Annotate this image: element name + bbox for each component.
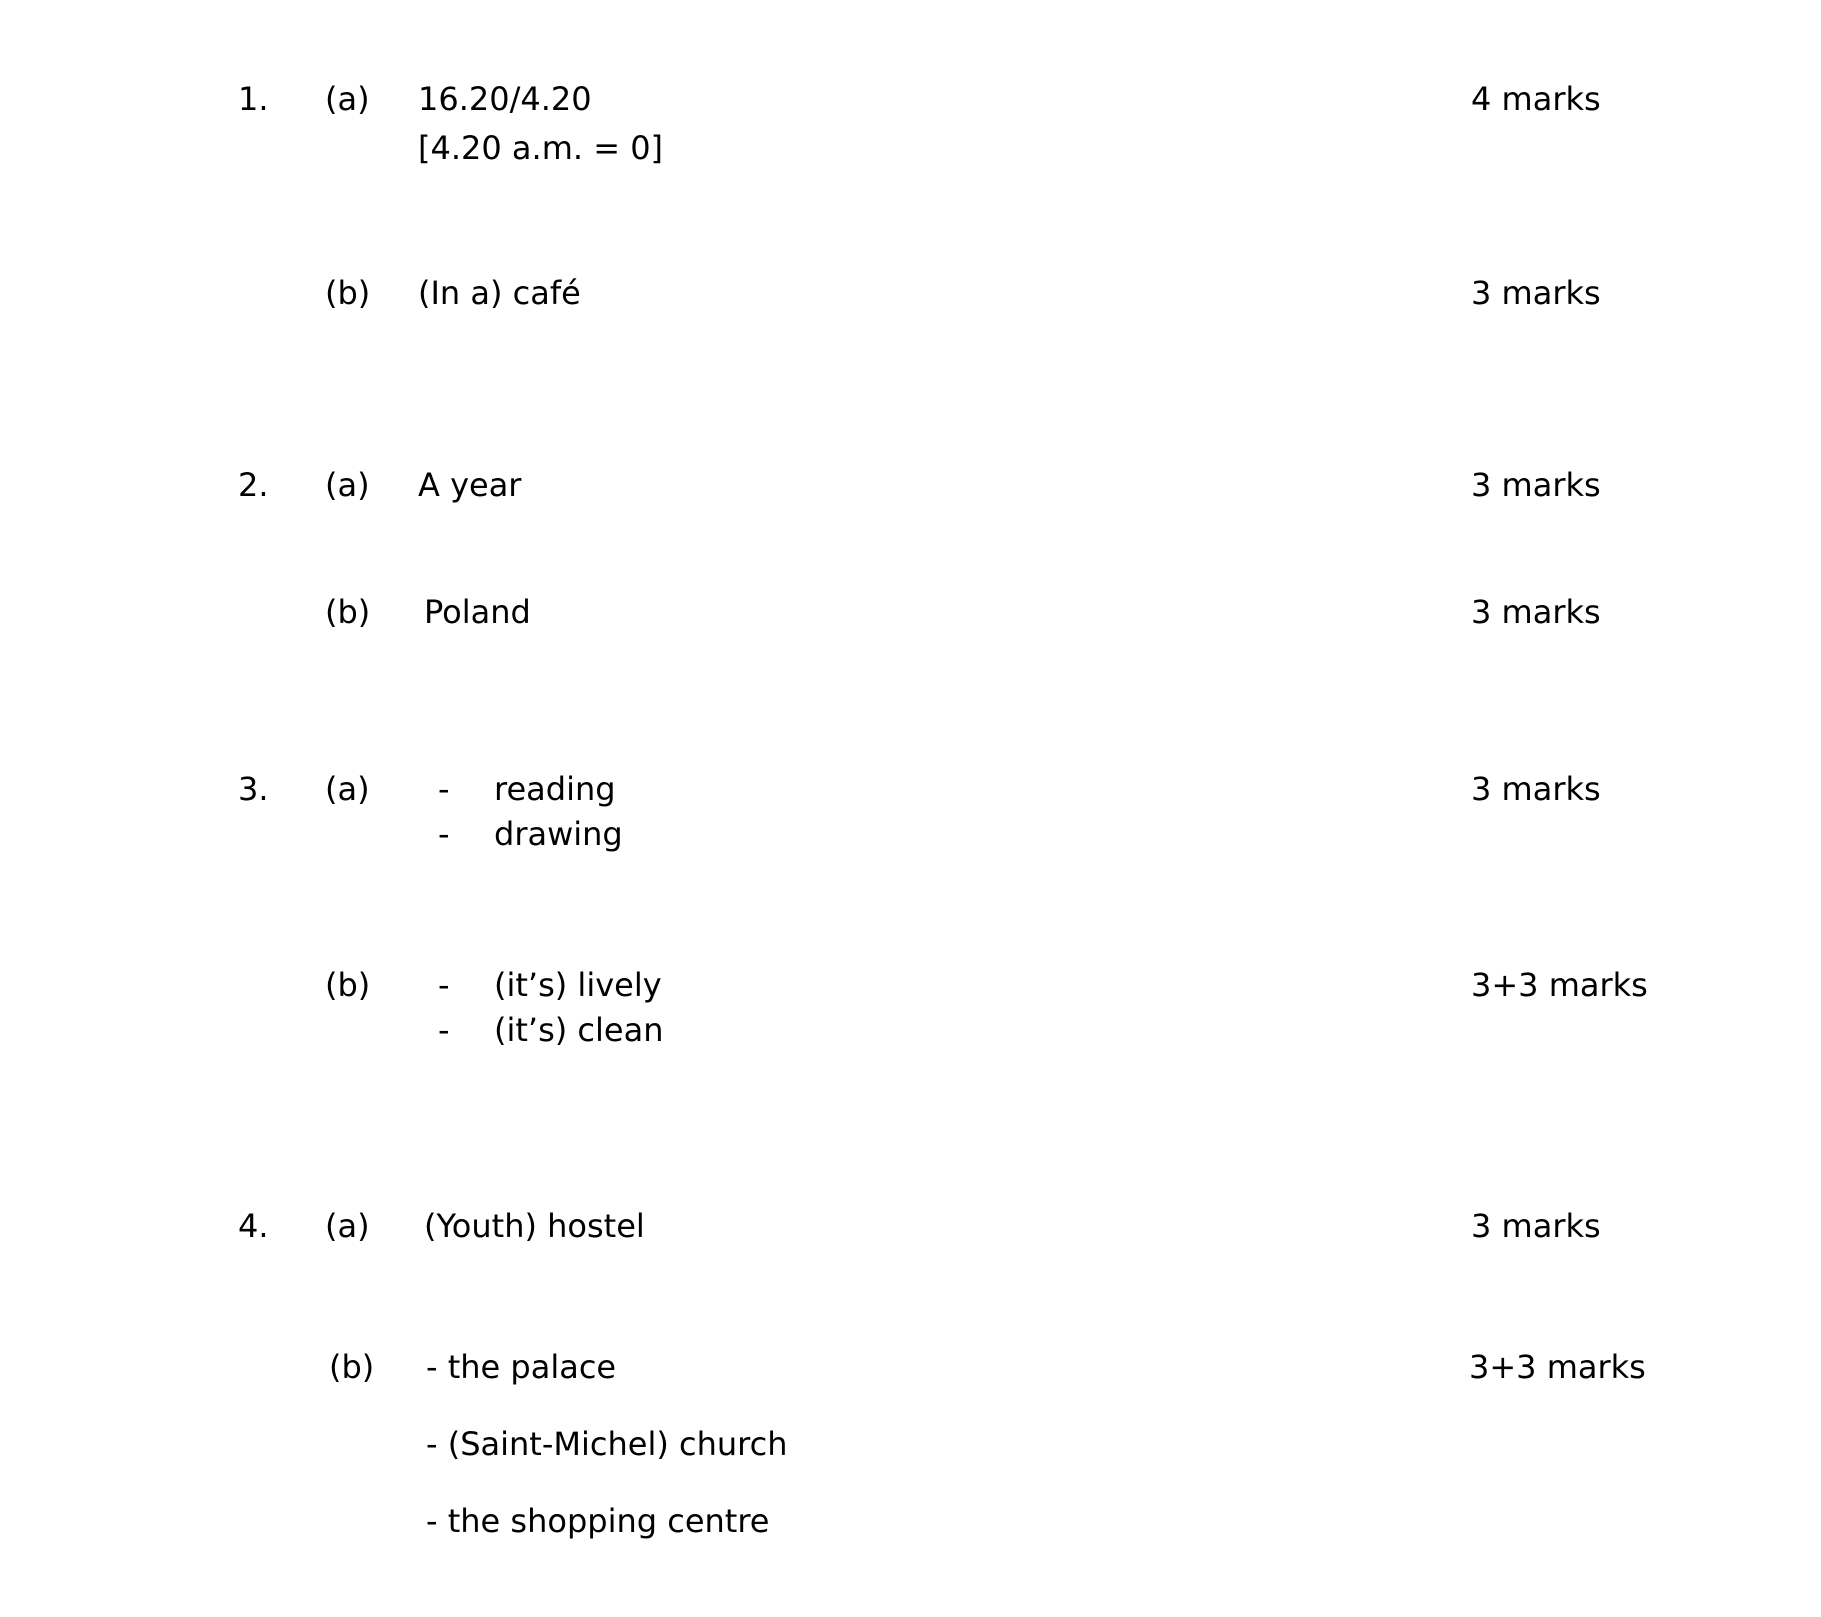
marks: 4 marks xyxy=(1471,80,1601,118)
answer-line: - the palace xyxy=(426,1348,617,1386)
bullet-dash: - xyxy=(438,966,450,1004)
marks: 3 marks xyxy=(1471,1207,1601,1245)
part-label: (a) xyxy=(325,770,370,808)
marks: 3+3 marks xyxy=(1471,966,1648,1004)
part-label: (b) xyxy=(325,274,371,312)
answer-line: (Youth) hostel xyxy=(424,1207,645,1245)
marks: 3 marks xyxy=(1471,466,1601,504)
bullet-text: drawing xyxy=(494,815,623,853)
question-number: 2. xyxy=(238,466,269,504)
part-label: (b) xyxy=(325,966,371,1004)
answer-line: - the shopping centre xyxy=(426,1502,770,1540)
bullet-dash: - xyxy=(438,770,450,808)
answer-line: A year xyxy=(418,466,522,504)
question-number: 1. xyxy=(238,80,269,118)
question-number: 4. xyxy=(238,1207,269,1245)
part-label: (a) xyxy=(325,466,370,504)
bullet-text: (it’s) clean xyxy=(494,1011,664,1049)
answer-line: (In a) café xyxy=(418,274,581,312)
bullet-text: (it’s) lively xyxy=(494,966,662,1004)
part-label: (b) xyxy=(325,593,371,631)
marks: 3+3 marks xyxy=(1469,1348,1646,1386)
marks: 3 marks xyxy=(1471,770,1601,808)
bullet-dash: - xyxy=(438,1011,450,1049)
question-number: 3. xyxy=(238,770,269,808)
answer-line: 16.20/4.20 xyxy=(418,80,592,118)
part-label: (b) xyxy=(329,1348,375,1386)
part-label: (a) xyxy=(325,1207,370,1245)
bullet-text: reading xyxy=(494,770,616,808)
answer-line: [4.20 a.m. = 0] xyxy=(418,129,664,167)
bullet-dash: - xyxy=(438,815,450,853)
part-label: (a) xyxy=(325,80,370,118)
marks: 3 marks xyxy=(1471,593,1601,631)
answer-line: Poland xyxy=(424,593,531,631)
marks: 3 marks xyxy=(1471,274,1601,312)
answer-line: - (Saint-Michel) church xyxy=(426,1425,788,1463)
